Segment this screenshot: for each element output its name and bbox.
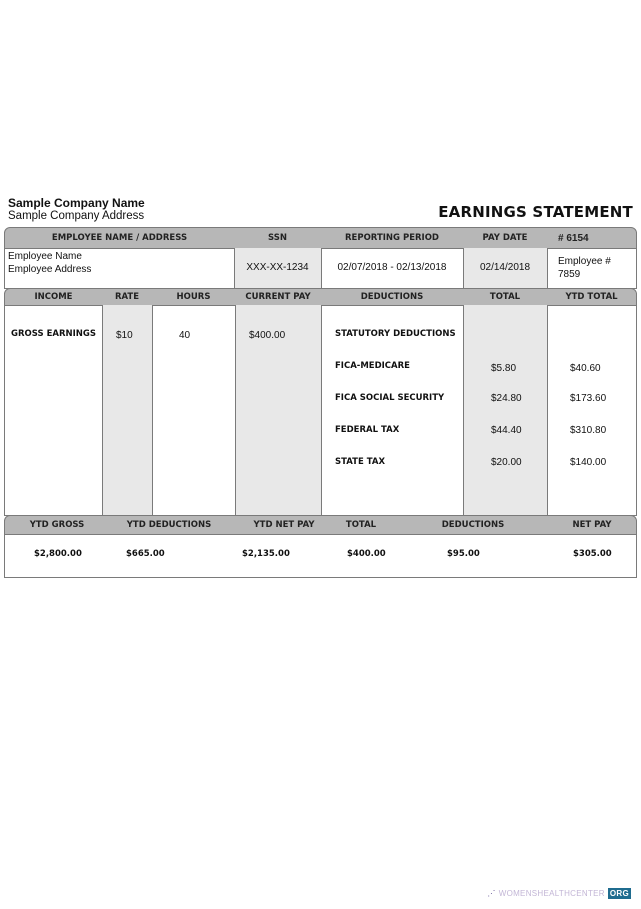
deduction-total: $5.80	[491, 363, 517, 374]
header-employee-name-address: EMPLOYEE NAME / ADDRESS	[51, 233, 188, 243]
employee-number-label: Employee #	[558, 256, 611, 267]
employee-info-row	[4, 248, 637, 289]
employee-ssn: XXX-XX-1234	[246, 262, 309, 273]
check-number: # 6154	[558, 232, 589, 244]
logo-tld: ORG	[609, 889, 629, 898]
header-summary-deductions: DEDUCTIONS	[441, 520, 505, 530]
deduction-ytd: $310.80	[570, 425, 607, 436]
deduction-label: FEDERAL TAX	[335, 425, 400, 435]
net-pay-value: $305.00	[573, 549, 612, 559]
header-summary-total: TOTAL	[345, 520, 377, 530]
ytd-gross-value: $2,800.00	[34, 549, 82, 559]
rate-value: $10	[116, 330, 133, 341]
deduction-total: $44.40	[491, 425, 522, 436]
logo-dots-icon: ⋰	[487, 889, 496, 898]
footer-logo	[487, 888, 631, 899]
header-rate: RATE	[114, 292, 140, 302]
summary-body	[4, 534, 637, 578]
deduction-label: STATUTORY DEDUCTIONS	[335, 329, 456, 339]
deduction-ytd: $173.60	[570, 393, 607, 404]
document-title: EARNINGS STATEMENT	[438, 203, 633, 221]
logo-text: WOMENSHEALTHCENTER	[498, 889, 605, 898]
deduction-label: FICA SOCIAL SECURITY	[335, 393, 445, 403]
top-header-bar	[4, 227, 637, 249]
employee-name: Employee Name	[8, 251, 82, 262]
deduction-ytd: $140.00	[570, 457, 607, 468]
header-ytd-deductions: YTD DEDUCTIONS	[126, 520, 212, 530]
header-income: INCOME	[34, 292, 73, 302]
deduction-ytd: $40.60	[570, 363, 601, 374]
header-net-pay: NET PAY	[572, 520, 612, 530]
header-pay-date: PAY DATE	[482, 233, 528, 243]
summary-total-value: $400.00	[347, 549, 386, 559]
summary-deductions-value: $95.00	[447, 549, 480, 559]
company-address: Sample Company Address	[8, 210, 145, 222]
reporting-period-value: 02/07/2018 - 02/13/2018	[337, 262, 447, 273]
current-pay-value: $400.00	[249, 330, 286, 341]
hours-value: 40	[179, 330, 191, 341]
header-deductions: DEDUCTIONS	[360, 292, 424, 302]
earnings-header-bar	[4, 288, 637, 306]
employee-address: Employee Address	[8, 264, 92, 275]
deduction-total: $24.80	[491, 393, 522, 404]
deduction-label: FICA-MEDICARE	[335, 361, 410, 371]
company-name: Sample Company Name	[8, 196, 145, 210]
header-reporting-period: REPORTING PERIOD	[344, 233, 439, 243]
header-ytd-gross: YTD GROSS	[29, 520, 85, 530]
header-ytd-net-pay: YTD NET PAY	[253, 520, 315, 530]
header-hours: HOURS	[176, 292, 211, 302]
header-current-pay: CURRENT PAY	[245, 292, 311, 302]
ytd-deductions-value: $665.00	[126, 549, 165, 559]
summary-header-bar	[4, 515, 637, 535]
deduction-total: $20.00	[491, 457, 522, 468]
header-total: TOTAL	[489, 292, 521, 302]
deduction-label: STATE TAX	[335, 457, 386, 467]
employee-number: 7859	[558, 269, 581, 280]
ytd-net-pay-value: $2,135.00	[242, 549, 290, 559]
gross-earnings-label: GROSS EARNINGS	[11, 329, 96, 339]
header-ssn: SSN	[268, 233, 287, 243]
earnings-body	[4, 305, 637, 516]
pay-date-value: 02/14/2018	[479, 262, 531, 273]
header-ytd-total: YTD TOTAL	[565, 292, 618, 302]
